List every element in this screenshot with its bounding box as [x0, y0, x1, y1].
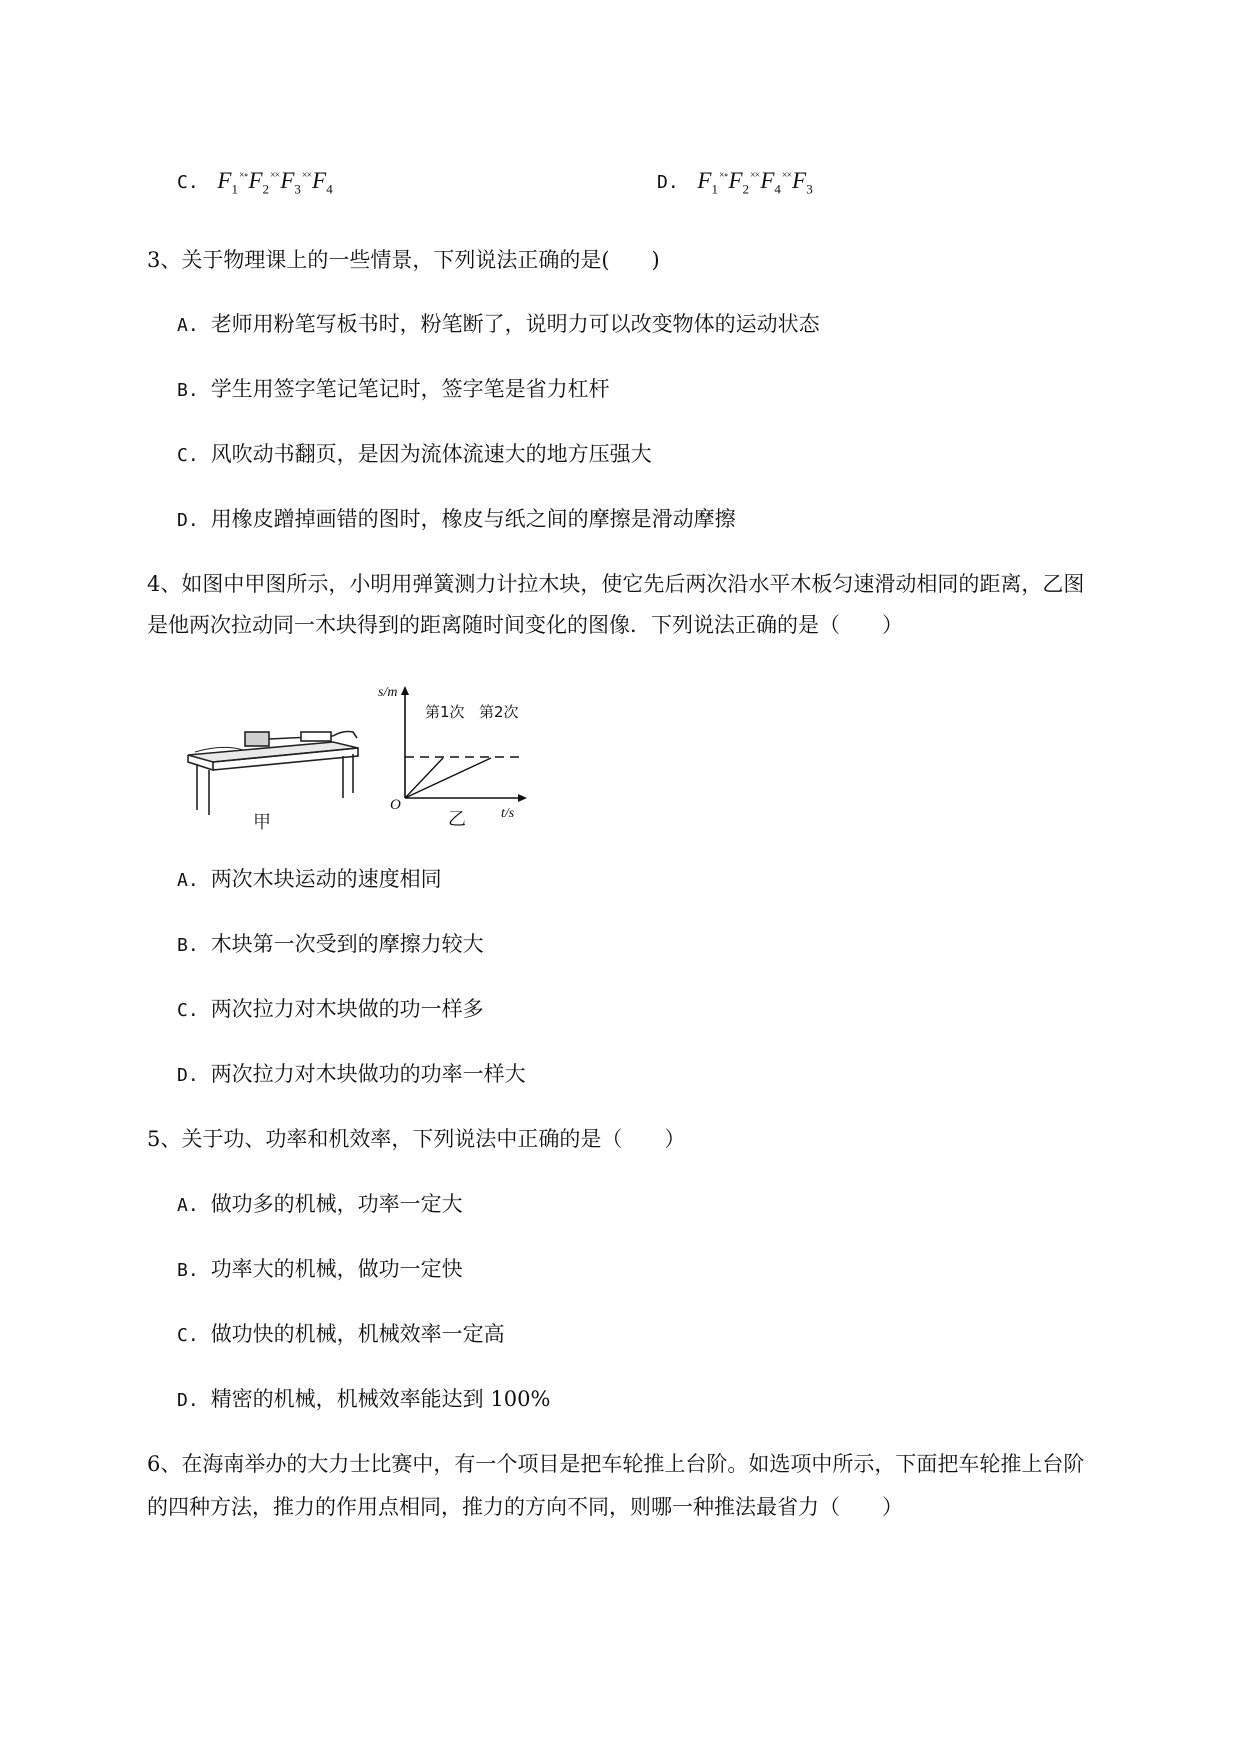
q3-option-c: C. 风吹动书翻页，是因为流体流速大的地方压强大	[177, 442, 652, 466]
q3-stem: 3、关于物理课上的一些情景，下列说法正确的是( )	[147, 248, 660, 272]
line-first-run	[405, 758, 443, 798]
figure-caption-jia: 甲	[253, 812, 271, 830]
q5-option-d: D. 精密的机械，机械效率能达到 100%	[177, 1387, 551, 1411]
q5-option-c: C. 做功快的机械，机械效率一定高	[177, 1322, 505, 1346]
q4-stem-line1: 4、如图中甲图所示，小明用弹簧测力计拉木块，使它先后两次沿水平木板匀速滑动相同的距离，乙图	[147, 572, 1085, 596]
q3-option-b: B. 学生用签字笔记笔记时，签字笔是省力杠杆	[177, 377, 610, 401]
q4-figure	[183, 680, 603, 830]
y-axis-arrow-icon	[401, 686, 409, 695]
q2-option-c-formula: $F_1^{\times\circ}F_2^{\times\times}F_3^{\times\times}F_4$	[217, 168, 333, 197]
x-axis-arrow-icon	[518, 794, 527, 802]
line-second-run	[405, 758, 491, 798]
q2-option-c: C. $F_1^{\times\circ}F_2^{\times\times}F_3^{\times\times}F_4$	[177, 168, 333, 197]
q2-option-d: D. $F_1^{\times\circ}F_2^{\times\times}F_4^{\times\times}F_3$	[657, 168, 813, 197]
line2-label: 第2次	[479, 703, 519, 721]
q3-option-d: D. 用橡皮蹭掉画错的图时，橡皮与纸之间的摩擦是滑动摩擦	[177, 507, 736, 531]
origin-label: O	[390, 797, 401, 813]
x-axis-label: t/s	[501, 806, 515, 821]
q4-option-b: B. 木块第一次受到的摩擦力较大	[177, 932, 484, 956]
q4-option-c: C. 两次拉力对木块做的功一样多	[177, 997, 484, 1021]
figure-caption-yi: 乙	[448, 809, 466, 830]
y-axis-label: s/m	[378, 685, 398, 700]
q4-option-d: D. 两次拉力对木块做功的功率一样大	[177, 1062, 526, 1086]
q4-stem-line2: 是他两次拉动同一木块得到的距离随时间变化的图像．下列说法正确的是（ ）	[147, 613, 903, 637]
q4-option-a: A. 两次木块运动的速度相同	[177, 867, 442, 891]
q6-stem-line2: 的四种方法，推力的作用点相同，推力的方向不同，则哪一种推法最省力（ ）	[147, 1495, 903, 1519]
q5-option-b: B. 功率大的机械，做功一定快	[177, 1257, 463, 1281]
line1-label: 第1次	[425, 703, 465, 721]
q5-option-a: A. 做功多的机械，功率一定大	[177, 1192, 463, 1216]
q2-option-d-formula: $F_1^{\times\circ}F_2^{\times\times}F_4^{\times\times}F_3$	[697, 168, 813, 197]
q5-stem: 5、关于功、功率和机效率，下列说法中正确的是（ ）	[147, 1127, 686, 1151]
q3-option-a: A. 老师用粉笔写板书时，粉笔断了，说明力可以改变物体的运动状态	[177, 312, 820, 336]
figure-jia-illustration	[188, 732, 358, 816]
q6-stem-line1: 6、在海南举办的大力士比赛中，有一个项目是把车轮推上台阶。如选项中所示，下面把车轮推上台阶	[147, 1452, 1085, 1476]
